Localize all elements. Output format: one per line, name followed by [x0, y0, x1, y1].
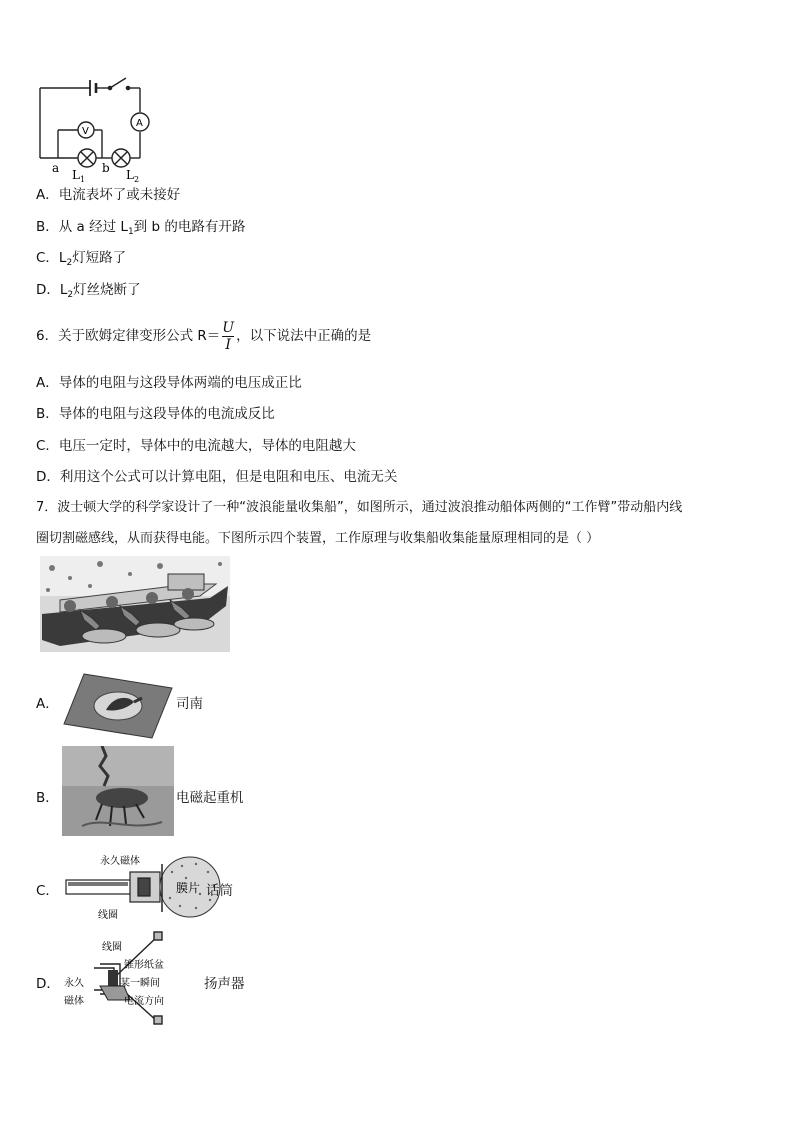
q7-option-c-letter: C．	[36, 883, 59, 899]
q5-option-d: D．$L_2$灯丝烧断了	[36, 282, 141, 300]
wave-energy-ship-photo	[40, 556, 230, 652]
point-a-label: a	[52, 161, 60, 175]
lamp-l2-sub: 2	[134, 175, 140, 184]
q5-option-a: A．电流表坏了或未接好	[36, 187, 181, 203]
speaker-diagram	[64, 928, 214, 1028]
q7-option-a-caption: 司南	[176, 696, 203, 712]
voltmeter-label: V	[82, 126, 89, 137]
q7-option-d-caption: 扬声器	[204, 976, 245, 992]
q5-option-b: B．从 a 经过 $L_1$到 b 的电路有开路	[36, 219, 246, 237]
q7-option-b-caption: 电磁起重机	[176, 790, 244, 806]
circuit-diagram	[36, 72, 156, 184]
lamp-l1-label: L	[72, 168, 80, 182]
q6-option-b: B．导体的电阻与这段导体的电流成反比	[36, 406, 275, 422]
lamp-l1-sub: 1	[80, 175, 86, 184]
speaker-moment-label: 某一瞬间	[120, 978, 160, 989]
q6-option-a: A．导体的电阻与这段导体两端的电压成正比	[36, 375, 302, 391]
speaker-magnet-label-2: 磁体	[64, 996, 84, 1007]
q6-stem: 6．关于欧姆定律变形公式 R＝ $\frac{U}{I}$ ，以下说法中正确的是	[36, 319, 372, 353]
q7-stem-line2: 圈切割磁感线，从而获得电能。下图所示四个装置，工作原理与收集船收集能量原理相同的是（ ）	[36, 531, 600, 546]
sinan-compass-image	[62, 668, 174, 740]
ohm-fraction: $\frac{U}{I}$	[222, 319, 235, 353]
ammeter-label: A	[136, 118, 143, 129]
q7-stem-line1: 7．波士顿大学的科学家设计了一种“波浪能量收集船”，如图所示，通过波浪推动船体两侧的“工作臂”带动船内线	[36, 500, 683, 515]
q7-option-b-letter: B．	[36, 790, 59, 806]
q6-option-d: D．利用这个公式可以计算电阻，但是电阻和电压、电流无关	[36, 469, 398, 485]
speaker-coil-label: 线圈	[102, 942, 122, 953]
point-b-label: b	[102, 161, 110, 175]
q7-option-a-letter: A．	[36, 696, 59, 712]
circuit-drawing	[36, 72, 156, 184]
mic-coil-label: 线圈	[98, 910, 118, 921]
mic-magnet-label: 永久磁体	[100, 856, 140, 867]
speaker-current-label: 电流方向	[124, 996, 164, 1007]
lamp-l2-label: L	[126, 168, 134, 182]
mic-film-label: 膜片	[176, 881, 201, 895]
speaker-cone-label: 锥形纸盆	[124, 960, 164, 971]
electromagnetic-crane-image	[62, 746, 174, 836]
q5-option-c: C．$L_2$灯短路了	[36, 250, 127, 268]
speaker-magnet-label-1: 永久	[64, 978, 84, 989]
q7-option-d-letter: D．	[36, 976, 60, 992]
q6-option-c: C．电压一定时，导体中的电流越大，导体的电阻越大	[36, 438, 356, 454]
q7-option-c-caption: 话筒	[206, 883, 233, 899]
